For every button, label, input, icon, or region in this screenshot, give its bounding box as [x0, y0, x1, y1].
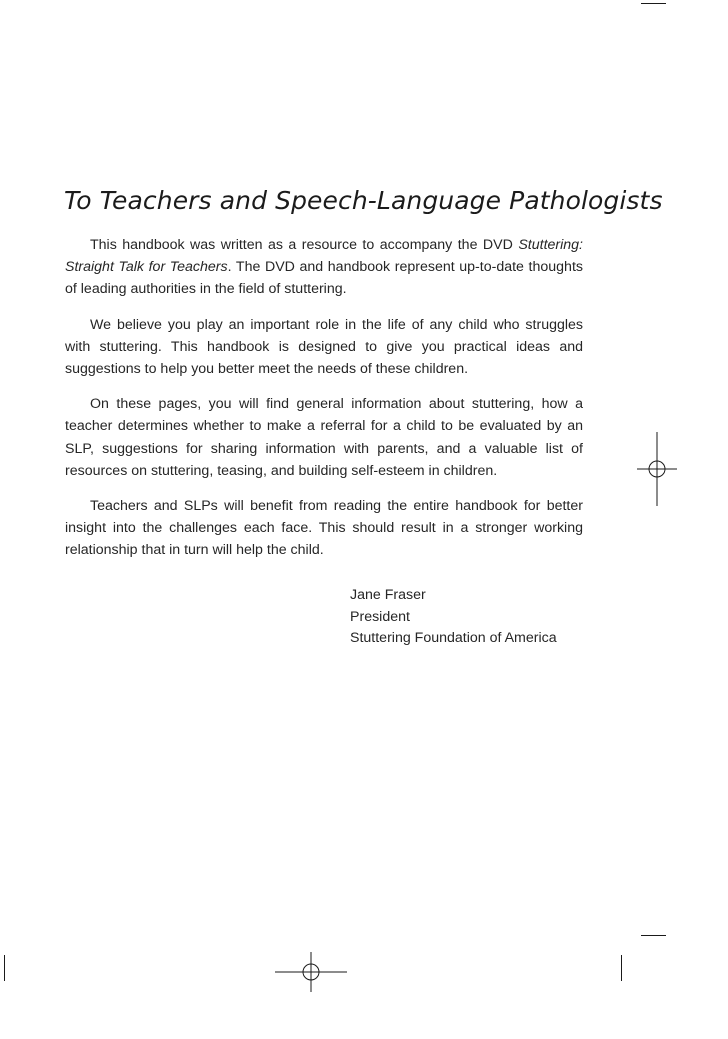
crop-mark-bottom-right-horizontal	[641, 935, 666, 936]
crop-mark-bottom-right-vertical	[621, 955, 622, 981]
paragraph-1	[65, 234, 583, 301]
registration-mark-right-icon	[637, 432, 677, 506]
signature-name: Jane Fraser	[350, 587, 426, 603]
body-text	[65, 234, 583, 575]
paragraph-1-end: . The DVD and handbook represent up-to-date thoughts of leading authorities in the field of stuttering.	[65, 259, 583, 298]
paragraph-1-start: This handbook was written as a resource to accompany the DVD	[90, 237, 519, 253]
paragraph-4: Teachers and SLPs will benefit from reading the entire handbook for better insight into the challenges each face. This should result in a stronger working relationship that in turn will help the child.	[65, 498, 583, 559]
signature-title: President	[350, 608, 410, 625]
signature-organization: Stuttering Foundation of America	[350, 630, 557, 646]
signature-block	[350, 585, 557, 650]
crop-mark-bottom-left-vertical	[4, 955, 5, 981]
crop-mark-top-right	[641, 3, 666, 4]
page-title: To Teachers and Speech-Language Pathologists	[64, 186, 663, 215]
dvd-title: Stuttering: Straight Talk for Teachers	[65, 237, 583, 276]
paragraph-2: We believe you play an important role in the life of any child who struggles with stuttering. This handbook is designed to give you practical ideas and suggestions to help you better meet the needs of these children.	[65, 316, 583, 378]
paragraph-3: On these pages, you will find general information about stuttering, how a teacher determines whether to make a referral for a child to be evaluated by an SLP, suggestions for sharing information with parents, and a valuable list of resources on stuttering, teasing, and building self-esteem in children.	[65, 396, 583, 479]
registration-mark-bottom-icon	[275, 952, 347, 992]
